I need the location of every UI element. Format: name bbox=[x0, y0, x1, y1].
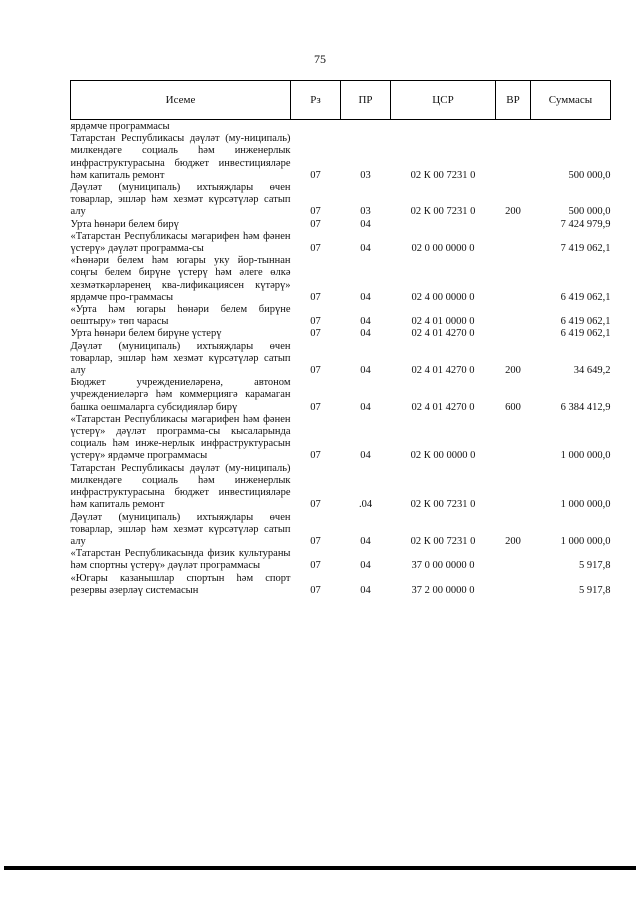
cell-pr: 03 bbox=[360, 206, 371, 218]
cell-vr: 200 bbox=[505, 365, 521, 377]
cell-csr: 02 4 01 4270 0 bbox=[411, 328, 475, 340]
cell-vr: 200 bbox=[505, 535, 521, 547]
cell-sum: 34 649,2 bbox=[573, 365, 611, 377]
cell-csr: 02 К 00 0000 0 bbox=[410, 450, 476, 462]
cell-rz: 07 bbox=[310, 169, 321, 181]
cell-csr bbox=[391, 219, 496, 231]
header-name: Исеме bbox=[71, 81, 291, 120]
table-row bbox=[71, 463, 611, 512]
header-pr: ПР bbox=[341, 81, 391, 120]
table-row bbox=[71, 377, 611, 414]
cell-name: «Татарстан Республикасы мәгарифен һәм фәнен үстерү» дәүләт программа-сы bbox=[70, 230, 291, 255]
cell-vr: 200 bbox=[505, 206, 521, 218]
budget-table bbox=[70, 80, 611, 597]
cell-name: «Урта һәм югары һөнәри белем бирүне оештыру» төп чарасы bbox=[70, 304, 291, 328]
cell-vr bbox=[496, 304, 531, 328]
table-row bbox=[71, 231, 611, 255]
table-row bbox=[71, 414, 611, 463]
cell-name: «Югары казанышлар спортын һәм спорт резервы әзерләү системасын bbox=[70, 572, 291, 596]
cell-csr: 02 4 01 4270 0 bbox=[411, 401, 475, 413]
cell-sum: 5 917,8 bbox=[579, 560, 611, 572]
cell-csr: 02 0 00 0000 0 bbox=[411, 243, 475, 255]
cell-vr bbox=[496, 133, 531, 182]
cell-sum: 500 000,0 bbox=[568, 169, 611, 181]
cell-csr: 02 4 00 0000 0 bbox=[411, 291, 475, 303]
cell-vr bbox=[496, 328, 531, 340]
cell-pr: 04 bbox=[360, 365, 371, 377]
table-row bbox=[71, 573, 611, 597]
cell-name: Дәүләт (муниципаль) ихтыяҗлары өчен товарлар, эшләр һәм хезмәт күрсәтүләр сатып алу bbox=[70, 182, 291, 218]
cell-csr: 02 4 01 0000 0 bbox=[411, 316, 475, 328]
cell-name: Урта һөнәри белем бирүне үстерү bbox=[70, 328, 222, 340]
cell-rz: 07 bbox=[310, 291, 321, 303]
cell-name: «Һөнәри белем һәм югары уку йор-тыннан соңгы белем бирүне үстерү һәм әлеге өлкә хезмәткәрләренең ква-лификациясен күтәрү» ярдәмче про-граммасы bbox=[70, 255, 291, 303]
continuation-row bbox=[71, 120, 611, 134]
cell-pr: 04 bbox=[360, 584, 371, 596]
cell-vr: 600 bbox=[505, 401, 521, 413]
cell-vr bbox=[496, 219, 531, 231]
cell-name: «Татарстан Республикасы мәгарифен һәм фәнен үстерү» дәүләт программа-сы кысаларында социаль һәм инже-нерлык инфраструктурасын үстерү» ярдәмче программасы bbox=[70, 413, 291, 462]
table-row bbox=[71, 512, 611, 549]
cell-rz: 07 bbox=[310, 328, 321, 340]
cell-rz: 07 bbox=[310, 401, 321, 413]
cell-rz: 07 bbox=[310, 218, 321, 230]
cell-csr: 02 К 00 7231 0 bbox=[410, 169, 476, 181]
cell-sum: 6 419 062,1 bbox=[560, 328, 611, 340]
cell-rz: 07 bbox=[310, 560, 321, 572]
cell-csr: 02 К 00 7231 0 bbox=[410, 206, 476, 218]
cell-name: Дәүләт (муниципаль) ихтыяҗлары өчен товарлар, эшләр һәм хезмәт күрсәтүләр сатып алу bbox=[70, 511, 291, 547]
cell-pr: 04 bbox=[360, 328, 371, 340]
table-row bbox=[71, 304, 611, 328]
cell-sum: 6 419 062,1 bbox=[560, 316, 611, 328]
cell-name: Бюджет учреждениеләренә, автоном учреждениеләргә һәм коммерциягә карамаган башка оешмаларга субсидияләр бирү bbox=[70, 377, 291, 413]
cell-sum: 1 000 000,0 bbox=[560, 535, 611, 547]
cell-rz: 07 bbox=[310, 499, 321, 511]
cell-rz: 07 bbox=[310, 243, 321, 255]
cell-csr: 37 0 00 0000 0 bbox=[411, 560, 475, 572]
cell-sum: 1 000 000,0 bbox=[560, 450, 611, 462]
cell-pr: 04 bbox=[360, 243, 371, 255]
cell-rz: 07 bbox=[310, 316, 321, 328]
cell-vr bbox=[496, 255, 531, 304]
cell-rz: 07 bbox=[310, 584, 321, 596]
page-number: 75 bbox=[314, 52, 326, 66]
cell-vr bbox=[496, 231, 531, 255]
cell-pr: 04 bbox=[360, 291, 371, 303]
cell-vr bbox=[496, 463, 531, 512]
cell-pr: 04 bbox=[360, 401, 371, 413]
cell-name: Татарстан Республикасы дәүләт (му-ниципаль) милкендәге социаль һәм инженерлык инфраструктурасына бюджет инвестицияләре һәм капиталь ремонт bbox=[70, 133, 291, 181]
cell-name: Дәүләт (муниципаль) ихтыяҗлары өчен товарлар, эшләр һәм хезмәт күрсәтүләр сатып алу bbox=[70, 340, 291, 377]
cell-pr: 04 bbox=[360, 450, 371, 462]
cell-sum: 500 000,0 bbox=[568, 206, 611, 218]
cell-vr bbox=[496, 573, 531, 597]
cell-name: Урта һөнәри белем бирү bbox=[70, 218, 179, 230]
cell-pr: 04 bbox=[360, 316, 371, 328]
cell-csr: 02 К 00 7231 0 bbox=[410, 499, 476, 511]
table-row bbox=[71, 133, 611, 182]
cell-pr: .04 bbox=[358, 499, 373, 511]
continuation-text: ярдәмче программасы bbox=[70, 121, 170, 132]
table-row bbox=[71, 219, 611, 231]
cell-name: «Татарстан Республикасында физик культураны һәм спортны үстерү» дәүләт программасы bbox=[70, 548, 291, 572]
table-row bbox=[71, 255, 611, 304]
cell-pr: 04 bbox=[360, 218, 371, 230]
cell-vr bbox=[496, 548, 531, 572]
cell-name: Татарстан Республикасы дәүләт (му-ниципаль) милкендәге социаль һәм инженерлык инфраструктурасына бюджет инвестицияләре һәм капиталь ремонт bbox=[70, 462, 291, 511]
cell-sum: 7 419 062,1 bbox=[560, 243, 611, 255]
table-row bbox=[71, 548, 611, 572]
cell-sum: 5 917,8 bbox=[579, 584, 611, 596]
cell-sum: 6 384 412,9 bbox=[560, 401, 611, 413]
cell-rz: 07 bbox=[310, 206, 321, 218]
cell-csr: 02 К 00 7231 0 bbox=[410, 535, 476, 547]
cell-pr: 04 bbox=[360, 535, 371, 547]
table-header-row bbox=[71, 81, 611, 120]
header-rz: Рз bbox=[291, 81, 341, 120]
table-row bbox=[71, 182, 611, 219]
header-csr: ЦСР bbox=[391, 81, 496, 120]
header-sum: Суммасы bbox=[531, 81, 611, 120]
cell-vr bbox=[496, 414, 531, 463]
cell-sum: 6 419 062,1 bbox=[560, 291, 611, 303]
cell-sum: 1 000 000,0 bbox=[560, 499, 611, 511]
bottom-rule bbox=[4, 866, 636, 870]
cell-sum: 7 424 979,9 bbox=[560, 218, 611, 230]
cell-csr: 02 4 01 4270 0 bbox=[411, 365, 475, 377]
table-row bbox=[71, 328, 611, 340]
cell-pr: 03 bbox=[360, 169, 371, 181]
cell-rz: 07 bbox=[310, 365, 321, 377]
cell-pr: 04 bbox=[360, 560, 371, 572]
cell-rz: 07 bbox=[310, 535, 321, 547]
header-vr: ВР bbox=[496, 81, 531, 120]
cell-rz: 07 bbox=[310, 450, 321, 462]
cell-csr: 37 2 00 0000 0 bbox=[411, 584, 475, 596]
table-row bbox=[71, 341, 611, 378]
